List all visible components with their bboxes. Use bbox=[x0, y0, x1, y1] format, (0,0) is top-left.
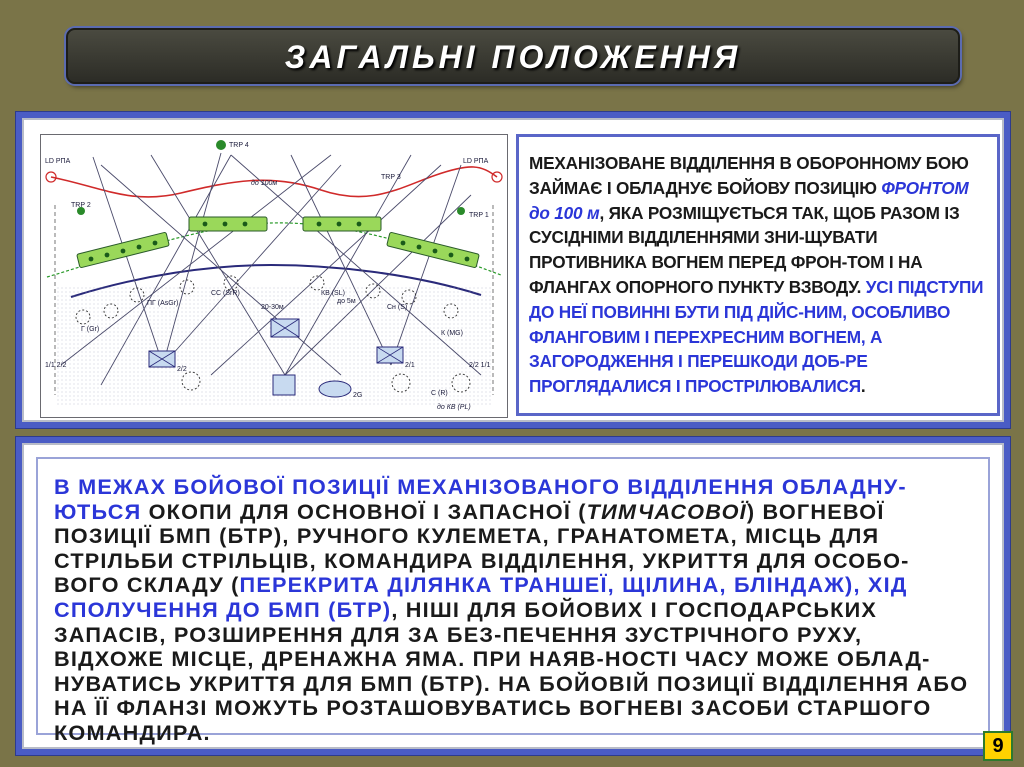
label-do5: до 5м bbox=[337, 298, 356, 305]
label-trp2: TRP 2 bbox=[71, 202, 91, 209]
equip-shelters: ПЕРЕКРИТА ДІЛЯНКА ТРАНШЕЇ, ЩІЛИНА, БЛІНДАЖ), ХІД СПОЛУЧЕННЯ ДО БМП (БТР) bbox=[54, 572, 908, 622]
label-pg: ПГ (AsGr) bbox=[147, 300, 179, 307]
label-m22: 2/2 bbox=[177, 366, 187, 373]
label-right-sector: 2/2 1/1 bbox=[469, 362, 491, 369]
desc-approaches: УСІ ПІДСТУПИ ДО НЕЇ ПОВИННІ БУТИ ПІД ДІЙС-НИМ, ОСОБЛИВО ФЛАНГОВИМ І ПЕРЕХРЕСНИМ ВОГНЕМ, А ЗАГОРОДЖЕННЯ І ПЕРЕШКОДИ ДОБ-РЕ ПРОГЛЯДАЛИСЯ І ПРОСТРІЛЮВАЛИСЯ bbox=[529, 276, 984, 397]
top-panel bbox=[15, 111, 1011, 429]
desc-part-3: , ЯКА РОЗМІЩУЄТЬСЯ ТАК, ЩОБ РАЗОМ ІЗ СУСІДНІМИ ВІДДІЛЕННЯМИ ЗНИ-ЩУВАТИ ПРОТИВНИКА ВОГНЕМ ПЕРЕД ФРОН-ТОМ І НА ФЛАНГАХ ОПОРНОГО ПУНКТУ ВЗВОДУ. bbox=[529, 202, 960, 297]
label-kv: КВ (SL) bbox=[321, 290, 345, 297]
title-bar bbox=[66, 28, 960, 84]
label-trp1: TRP 1 bbox=[469, 212, 489, 219]
label-m21: 2/1 bbox=[405, 362, 415, 369]
desc-part-1: МЕХАНІЗОВАНЕ ВІДДІЛЕННЯ В ОБОРОННОМУ БОЮ ЗАЙМАЄ І ОБЛАДНУЄ БОЙОВУ ПОЗИЦІЮ bbox=[529, 153, 969, 198]
label-k: К (MG) bbox=[441, 330, 463, 337]
label-ld-left: LD РПА bbox=[45, 158, 71, 165]
desc-front-phrase: ФРОНТОМ до 100 м bbox=[529, 177, 969, 223]
top-panel-inner bbox=[22, 118, 1004, 422]
label-left-sector: 1/1 2/2 bbox=[45, 362, 67, 369]
label-ss: СС (SrR) bbox=[211, 290, 240, 297]
label-20-30: 20-30м bbox=[261, 304, 284, 311]
label-trp3: TRP 3 bbox=[381, 174, 401, 181]
description-text-box bbox=[516, 134, 1000, 416]
page-number: 9 bbox=[983, 731, 1013, 761]
equip-part-2: ОКОПИ ДЛЯ ОСНОВНОЇ І ЗАПАСНОЇ ( bbox=[141, 498, 587, 524]
slide-title: ЗАГАЛЬНІ ПОЛОЖЕННЯ bbox=[284, 39, 742, 75]
equip-part-1: В МЕЖАХ БОЙОВОЇ ПОЗИЦІЇ МЕХАНІЗОВАНОГО ВІДДІЛЕННЯ ОБЛАДНУ-ЮТЬСЯ bbox=[54, 474, 907, 524]
label-trp4: TRP 4 bbox=[229, 142, 249, 149]
label-do100: до 100м bbox=[251, 180, 278, 187]
label-c: С (R) bbox=[431, 390, 448, 397]
diagram-svg bbox=[41, 135, 507, 417]
label-ld-right: LD РПА bbox=[463, 158, 489, 165]
label-g: Г (Gr) bbox=[81, 326, 100, 333]
equip-temporary: ТИМЧАСОВОЇ bbox=[586, 498, 747, 524]
label-do-kv: до КВ (PL) bbox=[437, 404, 471, 411]
label-sn: Сн (S) bbox=[387, 304, 408, 311]
desc-part-5: . bbox=[860, 376, 866, 397]
bottom-panel-inner bbox=[22, 443, 1004, 749]
defense-position-diagram bbox=[40, 134, 508, 418]
bottom-panel bbox=[15, 436, 1011, 756]
label-m2g: 2G bbox=[353, 392, 363, 399]
equip-part-6: , НІШІ ДЛЯ БОЙОВИХ І ГОСПОДАРСЬКИХ ЗАПАСІВ, РОЗШИРЕННЯ ДЛЯ ЗА БЕЗ-ПЕЧЕННЯ ЗУСТРІЧНОГО РУХУ, ВІДХОЖЕ МІСЦЕ, ДРЕНАЖНА ЯМА. ПРИ НАЯВ-НОСТІ ЧАСУ МОЖЕ ОБЛАД-НУВАТИСЬ УКРИТТЯ ДЛЯ БМП (БТР). НА БОЙОВІЙ ПОЗИЦІЇ ВІДДІЛЕННЯ АБО НА ЇЇ ФЛАНЗІ МОЖУТЬ РОЗТАШОВУВАТИСЬ ВОГНЕВІ ЗАСОБИ СТАРШОГО КОМАНДИРА. bbox=[54, 596, 969, 745]
equipment-text-box bbox=[36, 457, 990, 745]
equip-part-4: ) ВОГНЕВОЇ ПОЗИЦІЇ БМП (БТР), РУЧНОГО КУЛЕМЕТА, ГРАНАТОМЕТА, МІСЦЬ ДЛЯ СТРІЛЬБИ СТРІЛЬЦІВ, КОМАНДИРА ВІДДІЛЕННЯ, УКРИТТЯ ДЛЯ ОСОБО-ВОГО СКЛАДУ ( bbox=[54, 498, 910, 598]
